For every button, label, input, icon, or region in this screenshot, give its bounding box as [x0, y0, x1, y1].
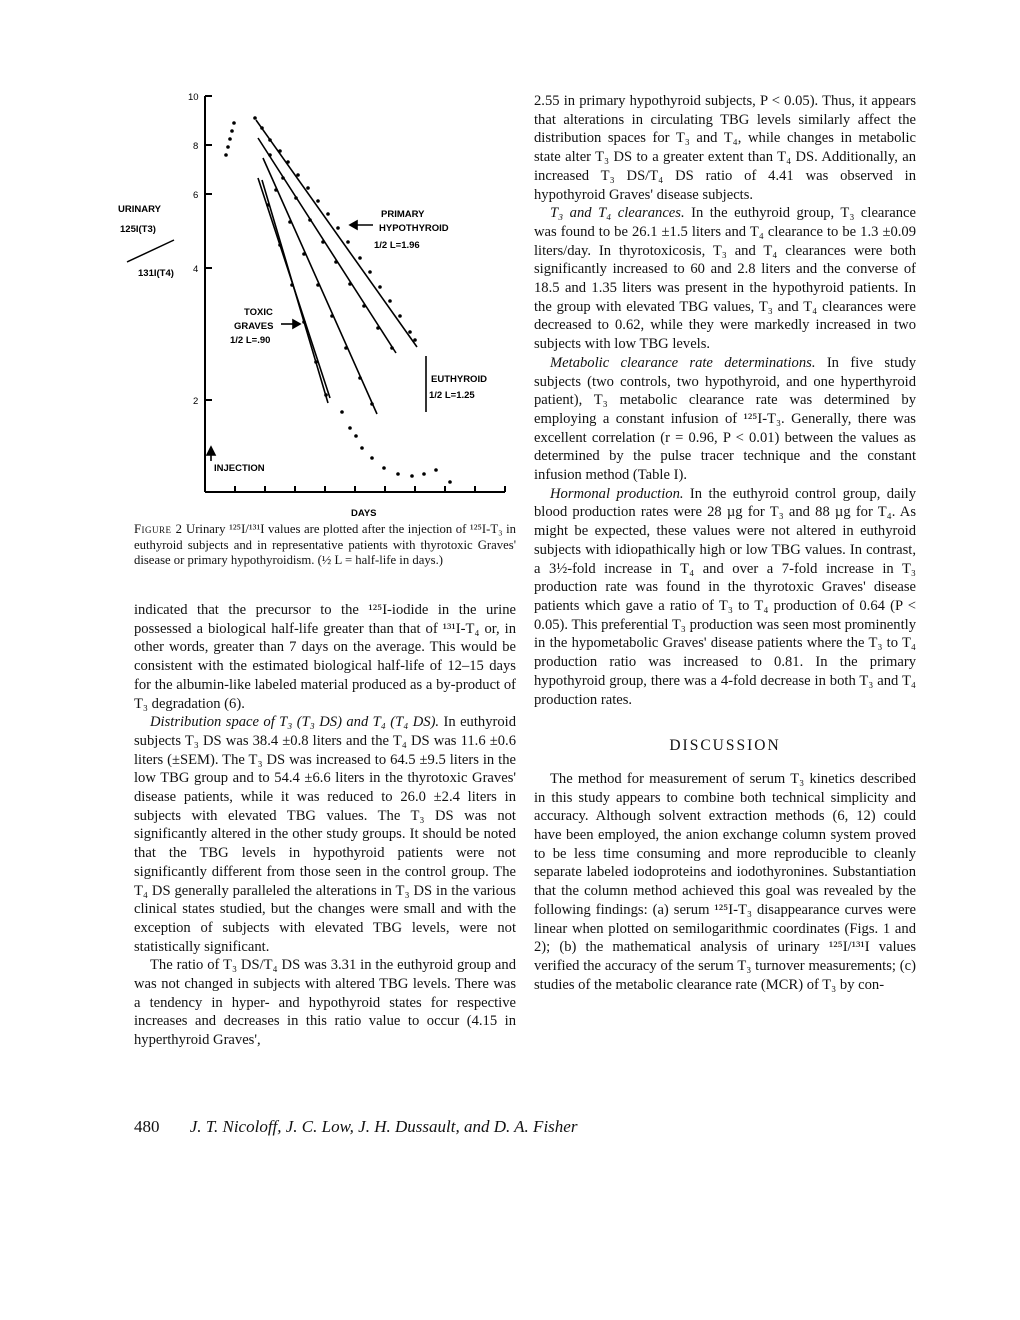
annotation-euthyroid: EUTHYROID [431, 374, 487, 385]
author-line: J. T. Nicoloff, J. C. Low, J. H. Dussault, and D. A. Fisher [189, 1117, 578, 1136]
paragraph-body: In the euthyroid group, T₃ clearance was found to be 26.1 ±1.5 liters and T₄ clearance to be 1.3 ±0.09 liters/day. In thyrotoxicosis, T₃ and T₄ clearances were both significantly increased to 60 and 2.8 liters and the converse of 18.5 and 1.35 liters was present in the hypothyroid patients. In the group with elevated TBG values, T₃ and T₄ clearances were decreased to 0.62, while they were markedly increased in two subjects with low TBG levels. [534, 205, 916, 353]
annotation-toxic-halflife: 1/2 L=.90 [230, 335, 271, 346]
y-tick-label: 4 [193, 264, 199, 275]
caption-label: Figure 2 [134, 522, 183, 536]
run-in-heading: Hormonal production. [550, 485, 684, 502]
y-tick-label: 8 [193, 141, 199, 152]
annotation-primary: PRIMARY [381, 209, 425, 220]
annotation-hypothyroid: HYPOTHYROID [379, 223, 449, 234]
paragraph [134, 713, 516, 956]
y-tick-label: 6 [193, 190, 199, 201]
page-number: 480 [134, 1117, 160, 1136]
data-points [224, 116, 452, 484]
paragraph-body: In the euthyroid control group, daily blood production rates were 28 µg for T₃ and 88 µg for T₄. As might be expected, these values were not altered in euthyroid subjects with idiopathically high or low TBG values. In contrast, a 3½-fold increase in T₄ and over a 7-fold increase in T₃ production rate was found in the thyrotoxic Graves' disease patients which gave a ratio of T₃ to T₄ production of 0.64 (P < 0.05). This preferential T₃ production was seen most prominently in the hypometabolic Graves' disease patients where the T₃ to T₄ production ratio was increased to 0.81. In the primary hypothyroid group, there was a 4-fold decrease in both T₃ and T₄ production rates. [534, 485, 916, 708]
paragraph [534, 204, 916, 354]
annotation-euthyroid-halflife: 1/2 L=1.25 [429, 390, 475, 401]
run-in-heading: T₃ and T₄ clearances. [550, 205, 685, 222]
paragraph: indicated that the precursor to the ¹²⁵I-iodide in the urine possessed a biological half-life greater than that of ¹³¹I-T₄ or, in other words, greater than 7 days on the average. This would be consistent with the estimated biological half-life of 12–15 days for the albumin-like labeled material produced as a by-product of T₃ degradation (6). [134, 602, 516, 712]
paragraph: The method for measurement of serum T₃ kinetics described in this study appears to combine both technical simplicity and accuracy. Although solvent extraction methods (6, 12) could have been employed, the anion exchange column system proved to be less time consuming and more reproducible to cleanly separate labeled iodoproteins and iodothyronines. Substantiation that the column method achieved this goal was revealed by the following findings: (a) serum ¹²⁵I-T₃ disappearance curves were linear when plotted on semilogarithmic coordinates (Figs. 1 and 2); (b) the mathematical analysis of urinary ¹²⁵I/¹³¹I values verified the accuracy of the serum T₃ turnover measurements; (c) studies of the metabolic clearance rate (MCR) of T₃ by con- [534, 770, 916, 993]
annotation-injection: INJECTION [214, 463, 265, 474]
paragraph-body: In five study subjects (two controls, two hypothyroid, and one hyperthyroid patient), T₃ metabolic clearance rate was determined by employing a constant infusion of ¹²⁵I-T₃. Generally, there was excellent correlation (r = 0.96, P < 0.01) between the values as determined by the pulse tracer technique and the constant infusion method (Table I). [534, 354, 916, 484]
y-axis-label-urinary: URINARY [118, 204, 161, 215]
caption-text: Urinary ¹²⁵I/¹³¹I values are plotted after the injection of ¹²⁵I-T₃ in euthyroid subjects and in representative patients with thyrotoxic Graves' disease or primary hypothyroidism. (½ L = half-life in days.) [134, 522, 516, 568]
paragraph [534, 354, 916, 485]
paragraph-body: In euthyroid subjects T₃ DS was 38.4 ±0.8 liters and the T₄ DS was 11.6 ±0.6 liters (±SEM). The T₃ DS was increased to 64.5 ±9.5 liters in the low TBG group and to 54.4 ±6.6 liters in the thyrotoxic Graves' disease patients, while it was reduced to 26.0 ±2.4 liters in subjects with elevated TBG values. The T₃ DS was not significantly altered in the other study groups. It should be noted that the TBG levels in hypothyroid patients were not significantly different from those seen in the control group. The T₄ DS generally paralleled the alterations in T₃ DS in the various clinical states studied, but the changes were small and with the exception of subjects with elevated TBG levels, were not statistically significant. [134, 714, 516, 955]
x-axis-label: DAYS [351, 508, 377, 519]
paragraph: The ratio of T₃ DS/T₄ DS was 3.31 in the euthyroid group and was not changed in subjects with altered TBG levels. There was a tendency in hyper- and hypothyroid states for respective increases and decreases in this ratio value to occur (4.15 in hyperthyroid Graves', [134, 957, 516, 1049]
paragraph: 2.55 in primary hypothyroid subjects, P < 0.05). Thus, it appears that alterations in circulating TBG levels similarly affect the distribution spaces for T₃ and T₄, while changes in metabolic state alter T₃ DS to a greater extent than T₄ DS. Additionally, an increased T₃ DS/T₄ DS ratio of 4.41 was observed in hypothyroid Graves' disease subjects. [534, 93, 916, 203]
y-axis-label-ratio-top: 125I(T3) [120, 224, 156, 235]
line-euthyroid-b [258, 178, 330, 398]
y-ticks [205, 96, 212, 400]
figure-caption [134, 522, 516, 569]
annotation-hypothyroid-halflife: 1/2 L=1.96 [374, 240, 420, 251]
paragraph [534, 485, 916, 709]
y-tick-label: 10 [188, 92, 199, 103]
section-heading: DISCUSSION [669, 737, 781, 755]
y-tick-label: 2 [193, 396, 199, 407]
annotation-graves: GRAVES [234, 321, 274, 332]
y-axis-label-fraction-line [127, 240, 174, 262]
left-column [134, 601, 516, 1050]
page-footer [134, 1117, 577, 1137]
run-in-heading: Distribution space of T₃ (T₃ DS) and T₄ (T₄ DS). [150, 714, 440, 731]
annotation-toxic: TOXIC [244, 307, 273, 318]
right-column [534, 92, 916, 994]
run-in-heading: Metabolic clearance rate determinations. [550, 354, 816, 371]
y-axis-label-ratio-bottom: 131I(T4) [138, 268, 174, 279]
